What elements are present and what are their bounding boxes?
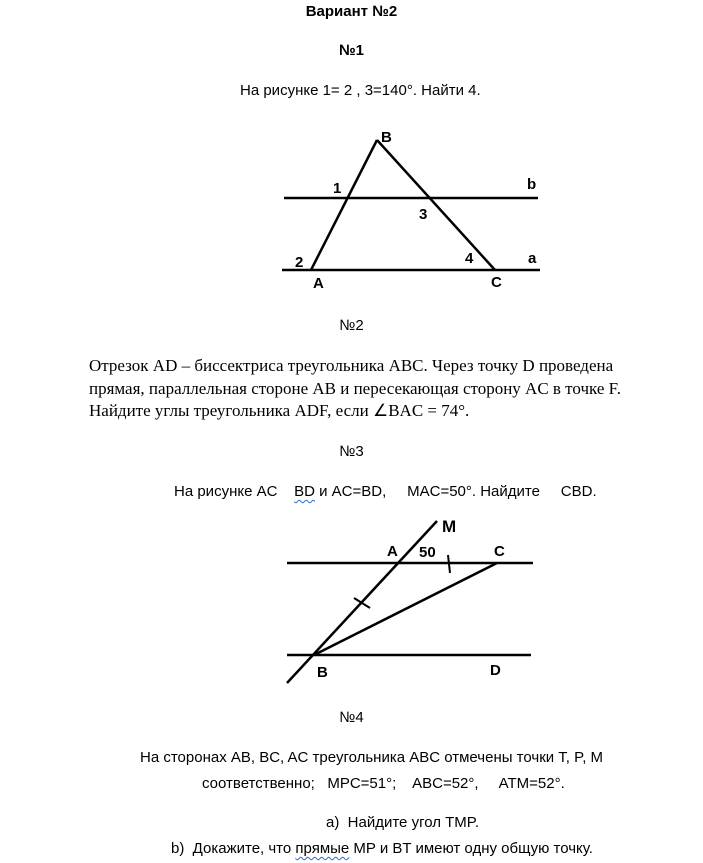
label-c-vertex: C	[491, 274, 502, 291]
problem-3-text-wavy: BD	[294, 483, 315, 500]
label-angle-1: 1	[333, 180, 342, 197]
problem-3-text	[174, 483, 597, 500]
label-angle-2: 2	[295, 254, 304, 271]
problem-4-line-1: На сторонах AB, BC, AC треугольника ABC отмечены точки T, P, M	[140, 749, 604, 766]
problem-2-line-3: Найдите углы треугольника ADF, если ∠BAC = 74°.	[89, 401, 470, 420]
problem-4-line-2: соответственно; MPC=51°; ABC=52°, ATM=52°.	[202, 775, 565, 792]
side-ab	[311, 140, 377, 270]
problem-4-item-b-wavy: прямые	[295, 840, 350, 857]
problem-2-number: №2	[339, 317, 364, 334]
problem-4-item-a: a) Найдите угол TMP.	[326, 814, 480, 831]
tick-mark-ac	[448, 555, 450, 573]
problem-4-item-b	[171, 840, 593, 857]
problem-3-number: №3	[339, 443, 364, 460]
problem-4-number: №4	[339, 709, 364, 726]
problem-2-line-1: Отрезок AD – биссектриса треугольника ABC. Через точку D проведена	[89, 356, 614, 375]
problem-2-line-2: прямая, параллельная стороне AB и пересекающая сторону AC в точке F.	[89, 379, 621, 398]
page-title: Вариант №2	[305, 3, 398, 20]
label-a-point: A	[387, 543, 398, 560]
problem-1-number: №1	[338, 42, 365, 59]
label-c-point: C	[494, 543, 505, 560]
side-bc	[377, 140, 495, 270]
label-angle-3: 3	[419, 206, 428, 223]
label-b-point: B	[317, 664, 328, 681]
problem-3-text-end: и AC=BD, MAC=50°. Найдите CBD.	[314, 483, 597, 500]
problem-1-text: На рисунке 1= 2 , 3=140°. Найти 4.	[240, 82, 481, 99]
label-a-vertex: A	[313, 275, 324, 292]
label-m: M	[442, 517, 457, 536]
label-line-a: a	[528, 250, 537, 267]
problem-4-item-b-start: b) Докажите, что	[171, 840, 296, 857]
problem-4-item-b-end: MP и BT имеют одну общую точку.	[349, 840, 593, 857]
label-b-vertex: B	[381, 129, 392, 146]
label-d-point: D	[490, 662, 501, 679]
segment-bc	[314, 563, 497, 655]
label-angle-4: 4	[465, 250, 474, 267]
label-angle-50: 50	[419, 544, 436, 561]
problem-3-text-start: На рисунке AC	[174, 483, 295, 500]
label-line-b: b	[527, 176, 537, 193]
